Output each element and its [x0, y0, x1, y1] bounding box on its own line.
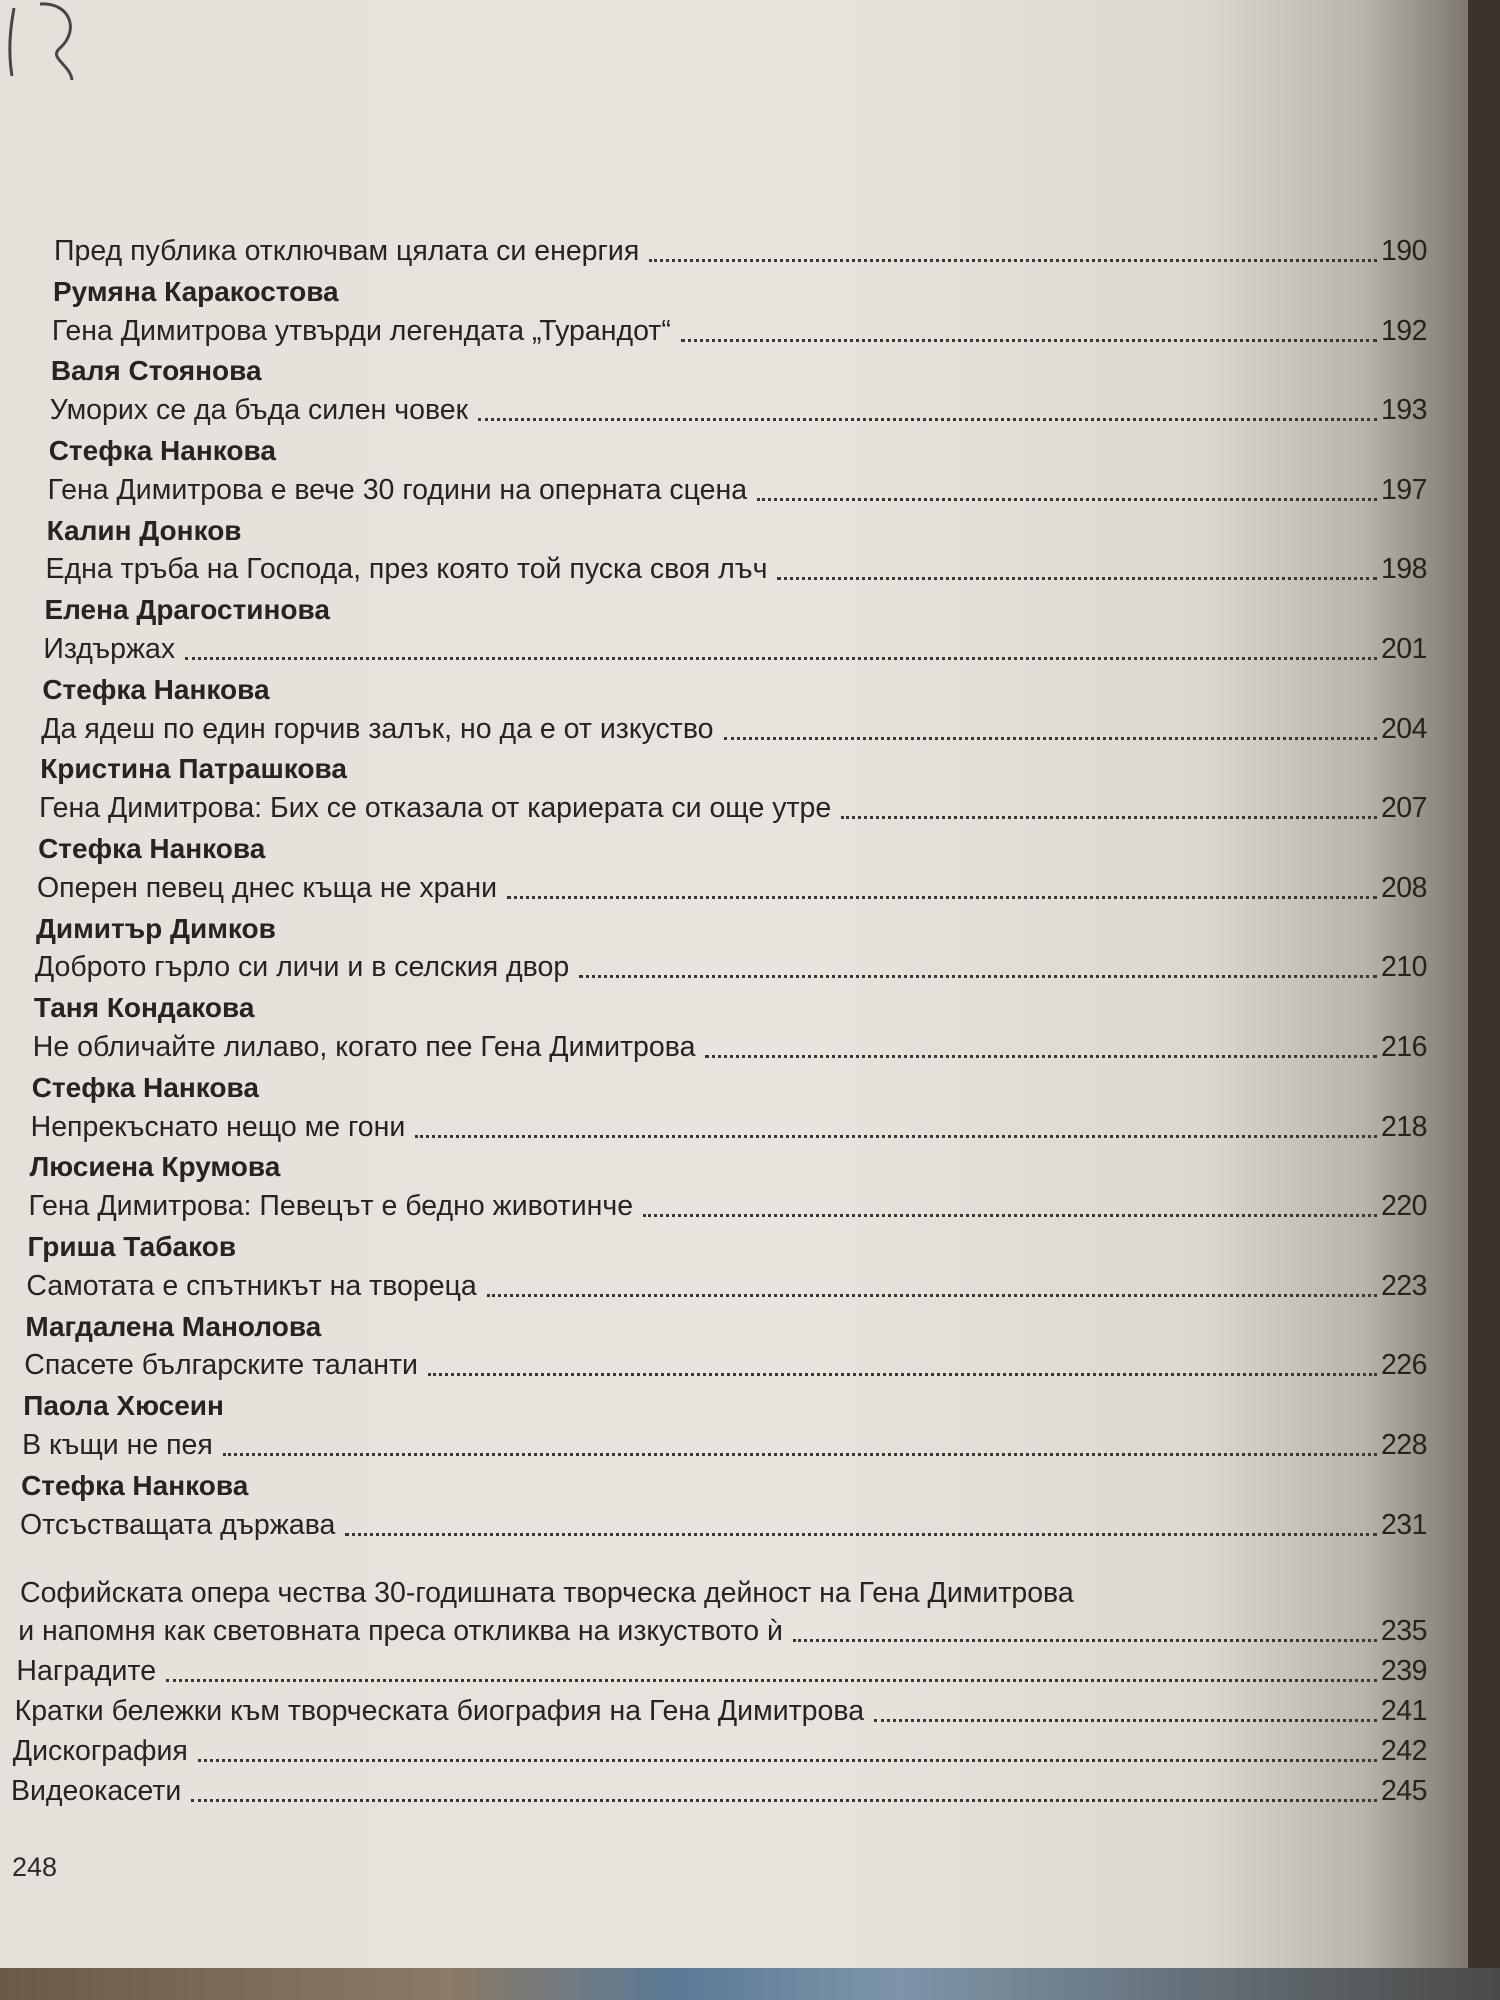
- entry-title: Гена Димитрова утвърди легендата „Турандот“: [51, 314, 671, 347]
- dot-leader: [681, 339, 1377, 342]
- entry-page-number: 218: [1380, 1110, 1427, 1143]
- dot-leader: [191, 1799, 1377, 1802]
- author-name: Стефка Нанкова: [42, 673, 270, 705]
- toc-entry: [31, 1108, 1427, 1144]
- entry-page-number: 197: [1380, 473, 1427, 506]
- entry-page-number: 231: [1380, 1508, 1427, 1541]
- toc-entry: [24, 1346, 1427, 1382]
- entry-page-number: 241: [1380, 1695, 1427, 1727]
- dot-leader: [415, 1135, 1377, 1138]
- entry-title: Спасете българските таланти: [24, 1349, 418, 1382]
- toc-author: [23, 1386, 224, 1422]
- entry-title: Уморих се да бъда силен човек: [49, 394, 469, 427]
- toc-entry: [26, 1267, 1427, 1303]
- entry-page-number: 193: [1380, 394, 1427, 427]
- author-name: Магдалена Манолова: [25, 1310, 322, 1342]
- dot-leader: [223, 1453, 1377, 1456]
- dot-leader: [507, 896, 1377, 899]
- entry-title: Доброто гърло си личи и в селския двор: [34, 951, 570, 984]
- toc-author: [36, 909, 276, 945]
- entry-page-number: 192: [1380, 314, 1427, 347]
- author-name: Елена Драгостинова: [44, 594, 330, 626]
- dot-leader: [579, 975, 1377, 978]
- entry-title: Издържах: [43, 633, 176, 665]
- entry-page-number: 210: [1380, 951, 1427, 984]
- dot-leader: [487, 1294, 1377, 1297]
- dot-leader: [757, 498, 1377, 501]
- author-name: Стефка Нанкова: [21, 1469, 249, 1501]
- background-surface: [0, 1968, 1500, 2000]
- entry-page-number: 223: [1380, 1269, 1427, 1302]
- dot-leader: [841, 816, 1377, 819]
- entry-page-number: 235: [1380, 1615, 1427, 1647]
- toc-author: [40, 749, 347, 785]
- toc-entry: [29, 1187, 1428, 1223]
- toc-author: [47, 511, 242, 547]
- toc-entry: [54, 232, 1427, 268]
- toc-author: [25, 1307, 321, 1343]
- entry-page-number: 242: [1380, 1735, 1427, 1767]
- toc-author: [38, 829, 265, 865]
- dot-leader: [198, 1759, 1377, 1762]
- toc-entry: [48, 471, 1427, 507]
- entry-page-number: 201: [1380, 633, 1427, 665]
- author-name: Димитър Димков: [35, 912, 276, 944]
- toc-entry: [41, 710, 1427, 746]
- entry-title: Отсъстващата държава: [20, 1508, 336, 1541]
- entry-title: Кратки бележки към творческата биография на Гена Димитрова: [14, 1695, 865, 1727]
- entry-page-number: 216: [1380, 1031, 1427, 1063]
- toc-entry: [37, 869, 1427, 905]
- author-name: Люсиена Крумова: [29, 1151, 281, 1183]
- dot-leader: [345, 1533, 1377, 1536]
- dot-leader: [649, 259, 1377, 262]
- entry-title: Самотата е спътникът на твореца: [26, 1269, 477, 1302]
- entry-title: Гена Димитрова е вече 30 години на оперната сцена: [47, 473, 748, 506]
- author-name: Калин Донков: [46, 514, 242, 546]
- entry-title: Една тръба на Господа, през която той пуска своя лъч: [45, 553, 768, 586]
- toc-entry: [33, 1028, 1427, 1064]
- author-name: Паола Хюсеин: [23, 1390, 224, 1422]
- dot-leader: [478, 418, 1377, 421]
- toc-author: [27, 1227, 236, 1263]
- dot-leader: [777, 577, 1377, 580]
- entry-title: и напомня как световната преса откликва на изкуството ѝ: [18, 1615, 783, 1647]
- author-name: Таня Кондакова: [33, 992, 255, 1024]
- toc-entry: [46, 550, 1428, 586]
- toc-entry: [43, 630, 1427, 666]
- dot-leader: [874, 1719, 1377, 1722]
- entry-page-number: 239: [1380, 1655, 1427, 1687]
- entry-title: Гена Димитрова: Бих се отказала от кариерата си още утре: [39, 792, 832, 825]
- author-name: Стефка Нанкова: [31, 1071, 259, 1103]
- entry-title: Да ядеш по един горчив залък, но да е от изкуство: [41, 712, 714, 745]
- entry-page-number: 198: [1380, 553, 1427, 586]
- toc-entry: [16, 1652, 1427, 1688]
- entry-page-number: 228: [1380, 1429, 1427, 1461]
- toc-author: [51, 351, 262, 387]
- entry-title: Оперен певец днес къща не храни: [37, 871, 498, 904]
- toc-author: [30, 1147, 281, 1183]
- toc-heading-line: [20, 1574, 1074, 1610]
- dot-leader: [793, 1639, 1377, 1642]
- toc-author: [42, 670, 269, 706]
- toc-author: [34, 988, 255, 1024]
- entry-page-number: 208: [1380, 871, 1427, 904]
- toc-entry: [50, 391, 1427, 427]
- toc-entry: [18, 1612, 1427, 1648]
- page-number: 248: [12, 1852, 58, 1882]
- entry-title: Гена Димитрова: Певецът е бедно животинче: [28, 1190, 634, 1223]
- dot-leader: [643, 1214, 1377, 1217]
- dot-leader: [166, 1679, 1377, 1682]
- toc-author: [49, 431, 276, 467]
- entry-title: Пред публика отключвам цялата си енергия: [54, 235, 640, 267]
- entry-title: Непрекъснато нещо ме гони: [30, 1110, 406, 1143]
- toc-entry: [15, 1692, 1427, 1728]
- author-name: Валя Стоянова: [50, 355, 262, 387]
- entry-page-number: 204: [1380, 712, 1427, 745]
- entry-page-number: 220: [1380, 1190, 1427, 1223]
- entry-title: В къщи не пея: [22, 1429, 213, 1461]
- toc-entry: [35, 948, 1427, 984]
- author-name: Гриша Табаков: [27, 1231, 237, 1262]
- toc-entry: [11, 1772, 1427, 1808]
- dot-leader: [705, 1055, 1377, 1058]
- entry-page-number: 207: [1380, 792, 1427, 825]
- entry-page-number: 190: [1380, 235, 1427, 267]
- toc-author: [21, 1466, 248, 1502]
- author-name: Стефка Нанкова: [38, 833, 266, 864]
- dot-leader: [185, 657, 1377, 660]
- toc-entry: [39, 789, 1427, 825]
- author-name: Румяна Каракостова: [52, 275, 339, 307]
- toc-entry: [22, 1426, 1427, 1462]
- author-name: Стефка Нанкова: [48, 435, 276, 466]
- toc-entry: [20, 1506, 1427, 1542]
- entry-title: Софийската опера чества 30-годишната творческа дейност на Гена Димитрова: [20, 1577, 1074, 1609]
- entry-page-number: 226: [1380, 1349, 1427, 1382]
- entry-title: Наградите: [16, 1655, 157, 1687]
- toc-entry: [52, 312, 1427, 348]
- dot-leader: [724, 737, 1377, 740]
- toc-author: [44, 590, 330, 626]
- entry-title: Дискография: [12, 1735, 188, 1767]
- entry-title: Не обличайте лилаво, когато пее Гена Димитрова: [32, 1031, 696, 1063]
- toc-author: [32, 1068, 259, 1104]
- entry-page-number: 245: [1380, 1775, 1427, 1807]
- entry-title: Видеокасети: [11, 1775, 182, 1807]
- toc-author: [53, 272, 339, 308]
- dot-leader: [428, 1373, 1377, 1376]
- toc-entry: [13, 1732, 1427, 1768]
- author-name: Кристина Патрашкова: [40, 753, 347, 785]
